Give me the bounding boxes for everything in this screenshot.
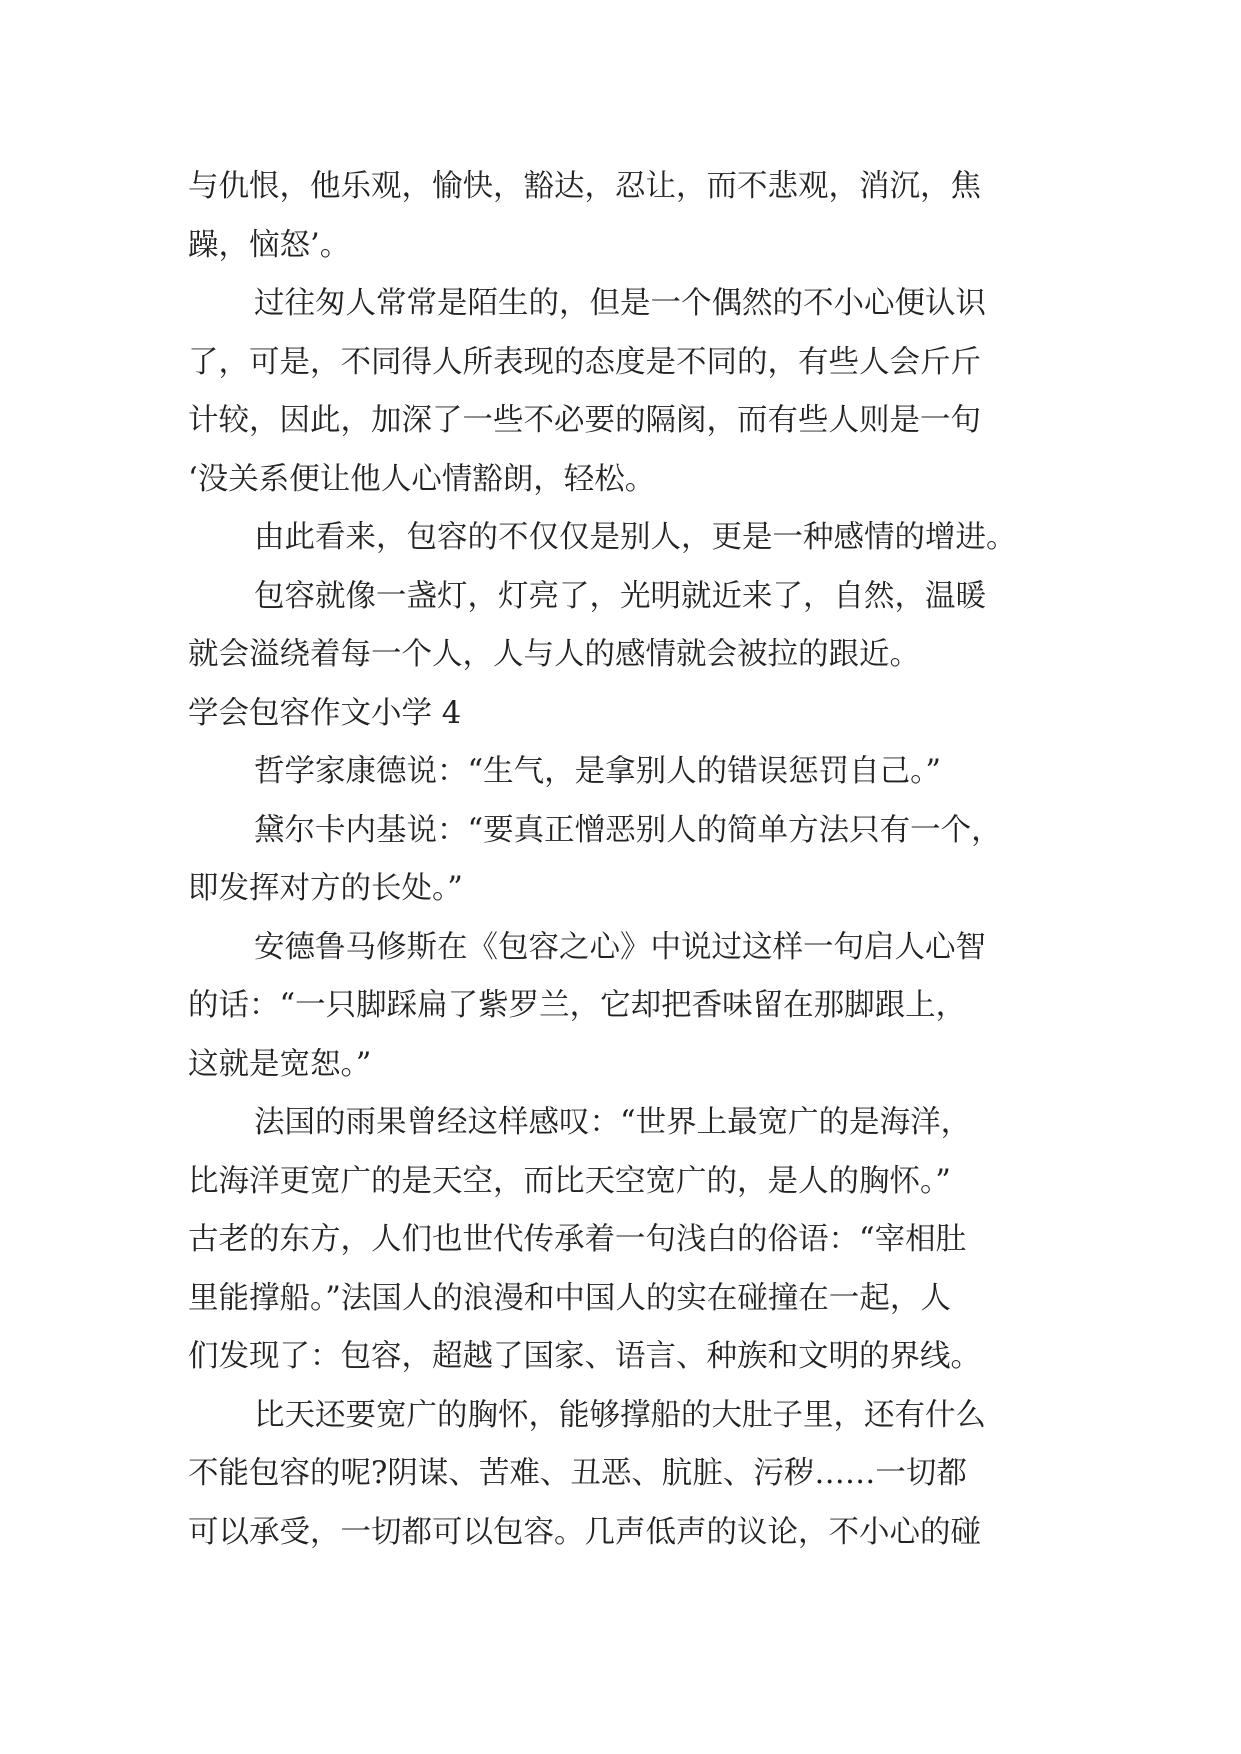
text-line: 古老的东方，人们也世代传承着一句浅白的俗语：“宰相肚 [188,1222,967,1257]
text-line: 即发挥对方的长处。” [188,871,463,906]
text-line: 可以承受，一切都可以包容。几声低声的议论，不小心的碰 [188,1514,981,1550]
text-line: 们发现了：包容，超越了国家、语言、种族和文明的界线。 [188,1339,981,1374]
text-line: 躁，恼怒’。 [188,227,351,263]
section-heading: 学会包容作文小学 4 [188,695,462,731]
text-line: 不能包容的呢?阴谋、苦难、丑恶、肮脏、污秽……一切都 [188,1456,967,1491]
text-line: 与仇恨，他乐观，愉快，豁达，忍让，而不悲观，消沉，焦 [188,169,981,204]
text-line: 里能撑船。”法国人的浪漫和中国人的实在碰撞在一起，人 [188,1280,951,1316]
text-line: 由此看来，包容的不仅仅是别人，更是一种感情的增进。 [254,520,1017,555]
document-body [188,158,1068,1562]
text-line: 哲学家康德说：“生气，是拿别人的错误惩罚自己。” [254,754,941,789]
text-line: 就会溢绕着每一个人，人与人的感情就会被拉的跟近。 [188,637,920,672]
text-line: 黛尔卡内基说：“要真正憎恶别人的简单方法只有一个， [254,812,1002,848]
text-line: ‘没关系便让他人心情豁朗，轻松。 [188,461,656,497]
text-line: 比天还要宽广的胸怀，能够撑船的大肚子里，还有什么 [254,1397,986,1433]
text-line: 比海洋更宽广的是天空，而比天空宽广的，是人的胸怀。” [188,1163,951,1199]
text-line: 计较，因此，加深了一些不必要的隔阂，而有些人则是一句 [188,403,981,438]
text-line: 安德鲁马修斯在《包容之心》中说过这样一句启人心智 [254,929,986,965]
text-line: 法国的雨果曾经这样感叹：“世界上最宽广的是海洋， [254,1105,972,1140]
text-line: 过往匆人常常是陌生的，但是一个偶然的不小心便认识 [254,286,986,321]
text-line: 这就是宽恕。” [188,1046,372,1082]
text-line: 的话：“一只脚踩扁了紫罗兰，它却把香味留在那脚跟上， [188,988,967,1023]
text-line: 包容就像一盏灯，灯亮了，光明就近来了，自然，温暖 [254,578,986,614]
text-line: 了，可是，不同得人所表现的态度是不同的，有些人会斤斤 [188,344,981,380]
